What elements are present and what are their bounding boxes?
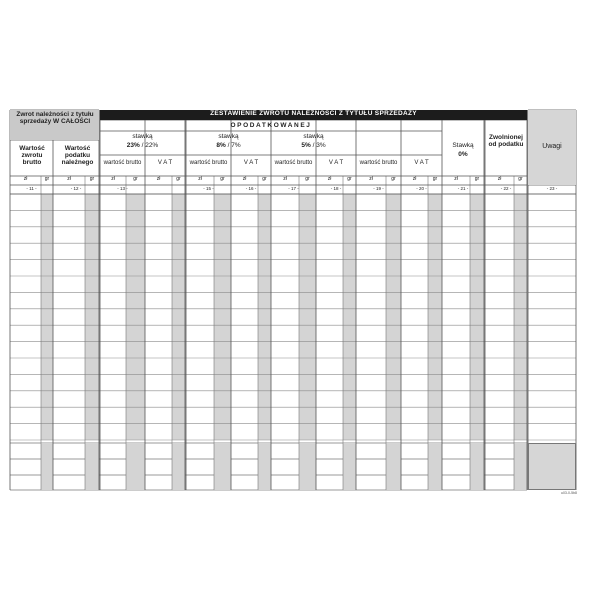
unit-zl-1: zł	[23, 176, 28, 182]
unit-gr-5: gr	[220, 176, 225, 182]
unit-gr-2: gr	[89, 176, 95, 182]
summary-gr-stripe-10	[428, 443, 442, 490]
unit-zl-7: zł	[283, 176, 287, 182]
rate-label-3: stawką	[303, 133, 324, 140]
unit-zl-8: zł	[327, 176, 332, 182]
left-header: Zwrot należności z tytułu sprzedaży W CAŁOŚCI	[16, 111, 94, 125]
summary-gr-stripe-2	[85, 443, 99, 490]
unit-zl-11: zł	[454, 176, 458, 182]
column-number-8: - 19 -	[373, 185, 384, 191]
col11-header: Wartość zwrotu brutto	[19, 145, 45, 166]
gross-label-1: wartość brutto	[103, 160, 142, 166]
gross-label-3: wartość brutto	[274, 160, 313, 166]
gr-stripe-4	[172, 194, 185, 440]
summary-gr-stripe-8	[343, 443, 356, 490]
rate-value-1: 23% / 22%	[126, 142, 159, 149]
summary-gr-stripe-1	[41, 443, 53, 490]
column-number-7: - 18 -	[330, 185, 342, 191]
gr-stripe-11	[470, 194, 484, 440]
rate-label-2: stawką	[218, 133, 239, 140]
summary-gr-stripe-6	[258, 443, 271, 490]
gross-label-4: wartość brutto	[359, 160, 398, 166]
gr-stripe-6	[258, 194, 271, 440]
vat-label-2: V A T	[243, 160, 259, 166]
column-number-9: - 20 -	[416, 185, 427, 191]
unit-gr-8: gr	[347, 176, 352, 182]
notes-header: Uwagi	[542, 143, 562, 150]
column-number-10: - 21 -	[457, 185, 469, 191]
column-number-5: - 16 -	[245, 185, 257, 191]
gr-stripe-5	[214, 194, 231, 440]
summary-gr-stripe-11	[470, 443, 484, 490]
rate-value-2: 8% / 7%	[216, 142, 241, 149]
unit-gr-10: gr	[432, 176, 438, 182]
column-number-12: - 23 -	[546, 185, 558, 191]
unit-zl-6: zł	[242, 176, 247, 182]
unit-gr-3: gr	[133, 176, 138, 182]
taxed-header: OPODATKOWANEJ	[230, 122, 312, 129]
footer-code: u03-0-5b8	[561, 491, 577, 495]
unit-zl-9: zł	[369, 176, 373, 182]
summary-gr-stripe-9	[386, 443, 401, 490]
notes-summary-box	[528, 443, 576, 490]
summary-gr-stripe-7	[299, 443, 316, 490]
form-title: ZESTAWIENIE ZWROTU NALEŻNOŚCI Z TYTUŁU SPRZEDAŻY	[210, 110, 417, 117]
vat-label-4: V A T	[414, 160, 429, 166]
zero-rate-value: 0%	[458, 151, 468, 158]
column-number-2: - 12 -	[70, 185, 82, 191]
summary-gr-stripe-5	[214, 443, 231, 490]
gr-stripe-8	[343, 194, 356, 440]
unit-gr-11: gr	[474, 176, 480, 182]
summary-gr-stripe-4	[172, 443, 185, 490]
unit-gr-4: gr	[176, 176, 181, 182]
rate-label-1: stawką	[132, 133, 153, 140]
zero-rate-label: Stawką	[452, 142, 474, 149]
summary-gr-stripe-3	[126, 443, 145, 490]
vat-label-1: V A T	[157, 160, 173, 166]
rate-value-3: 5% / 3%	[301, 142, 326, 149]
vat-label-3: V A T	[328, 160, 344, 166]
gr-stripe-7	[299, 194, 316, 440]
exempt-header: Zwolnionej od podatku	[488, 134, 524, 148]
unit-zl-10: zł	[412, 176, 417, 182]
unit-gr-1: gr	[44, 176, 50, 182]
gr-stripe-3	[126, 194, 145, 440]
summary-gr-stripe-12	[514, 443, 527, 490]
column-number-1: - 11 -	[26, 185, 37, 191]
gr-stripe-10	[428, 194, 442, 440]
gross-label-2: wartość brutto	[189, 160, 228, 166]
gr-stripe-12	[514, 194, 527, 440]
gr-stripe-9	[386, 194, 401, 440]
column-number-4: - 15 -	[203, 185, 214, 191]
column-number-11: - 22 -	[500, 185, 512, 191]
unit-zl-2: zł	[67, 176, 71, 182]
unit-gr-6: gr	[262, 176, 267, 182]
unit-gr-7: gr	[305, 176, 310, 182]
unit-zl-3: zł	[111, 176, 115, 182]
column-number-3: - 13 -	[117, 185, 128, 191]
unit-gr-12: gr	[518, 176, 523, 182]
unit-gr-9: gr	[391, 176, 396, 182]
unit-zl-4: zł	[156, 176, 161, 182]
gr-stripe-1	[41, 194, 53, 440]
unit-zl-12: zł	[497, 176, 502, 182]
unit-zl-5: zł	[198, 176, 202, 182]
column-number-6: - 17 -	[288, 185, 299, 191]
col12-header: Wartość podatku należnego	[61, 145, 94, 166]
gr-stripe-2	[85, 194, 99, 440]
